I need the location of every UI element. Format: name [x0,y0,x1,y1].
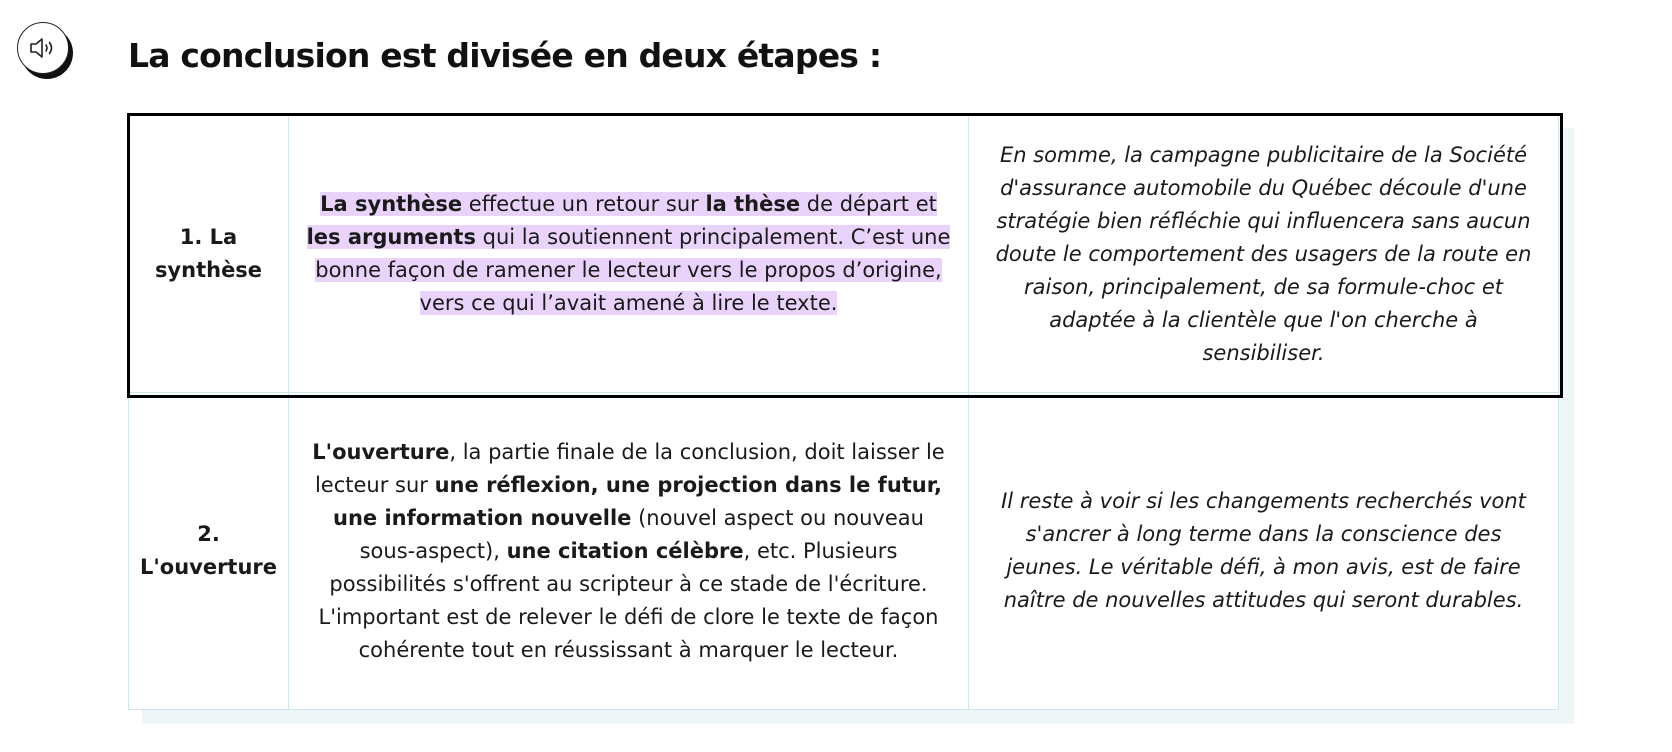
text-fragment: de départ et [800,192,937,216]
text-fragment: (nouvel aspect ou nouveau sous-aspect), [359,505,924,563]
table-row [129,393,1559,710]
step-label: 2. L'ouverture [129,393,289,710]
step-example: En somme, la campagne publicitaire de la Société d'assurance automobile du Québec découle d'une stratégie bien réfléchie qui influencera sans aucun doute le comportement des usagers de la route en raison, principalement, de sa formule-choc et adaptée à la clientèle que l'on cherche à sensibiliser. [969,116,1559,393]
page-title: La conclusion est divisée en deux étapes : [128,36,882,75]
conclusion-steps-table [128,115,1559,710]
step-description [289,116,969,393]
text-fragment: , la partie finale de la conclusion, doit laisser le lecteur sur [314,439,945,497]
audio-button[interactable] [17,22,72,77]
text-fragment: , etc. Plusieurs possibilités s'offrent au scripteur à ce stade de l'écriture. L'important est de relever le défi de clore le texte de façon cohérente tout en réussissant à marquer le lecteur. [318,538,939,662]
term-ouverture: L'ouverture [312,439,450,464]
speaker-icon [28,36,58,60]
text-fragment: qui la soutiennent principalement. C’est une bonne façon de ramener le lecteur vers le propos d’origine, vers ce qui l’avait amené à lire le texte. [315,225,951,315]
table-row [129,116,1559,393]
step-description [289,393,969,710]
term-citation: une citation célèbre [506,538,744,563]
term-reflexion-projection: une réflexion, une projection dans le futur, une information nouvelle [333,472,943,530]
text-fragment: effectue un retour sur [462,192,706,216]
highlighted-text [307,192,951,315]
term-these: la thèse [705,192,801,216]
step-label: 1. La synthèse [129,116,289,393]
step-example: Il reste à voir si les changements recherchés vont s'ancrer à long terme dans la conscience des jeunes. Le véritable défi, à mon avis, est de faire naître de nouvelles attitudes qui seront durables. [969,393,1559,710]
term-synthese: La synthèse [320,192,463,216]
audio-button-face[interactable] [17,22,69,74]
term-arguments: les arguments [306,225,476,249]
